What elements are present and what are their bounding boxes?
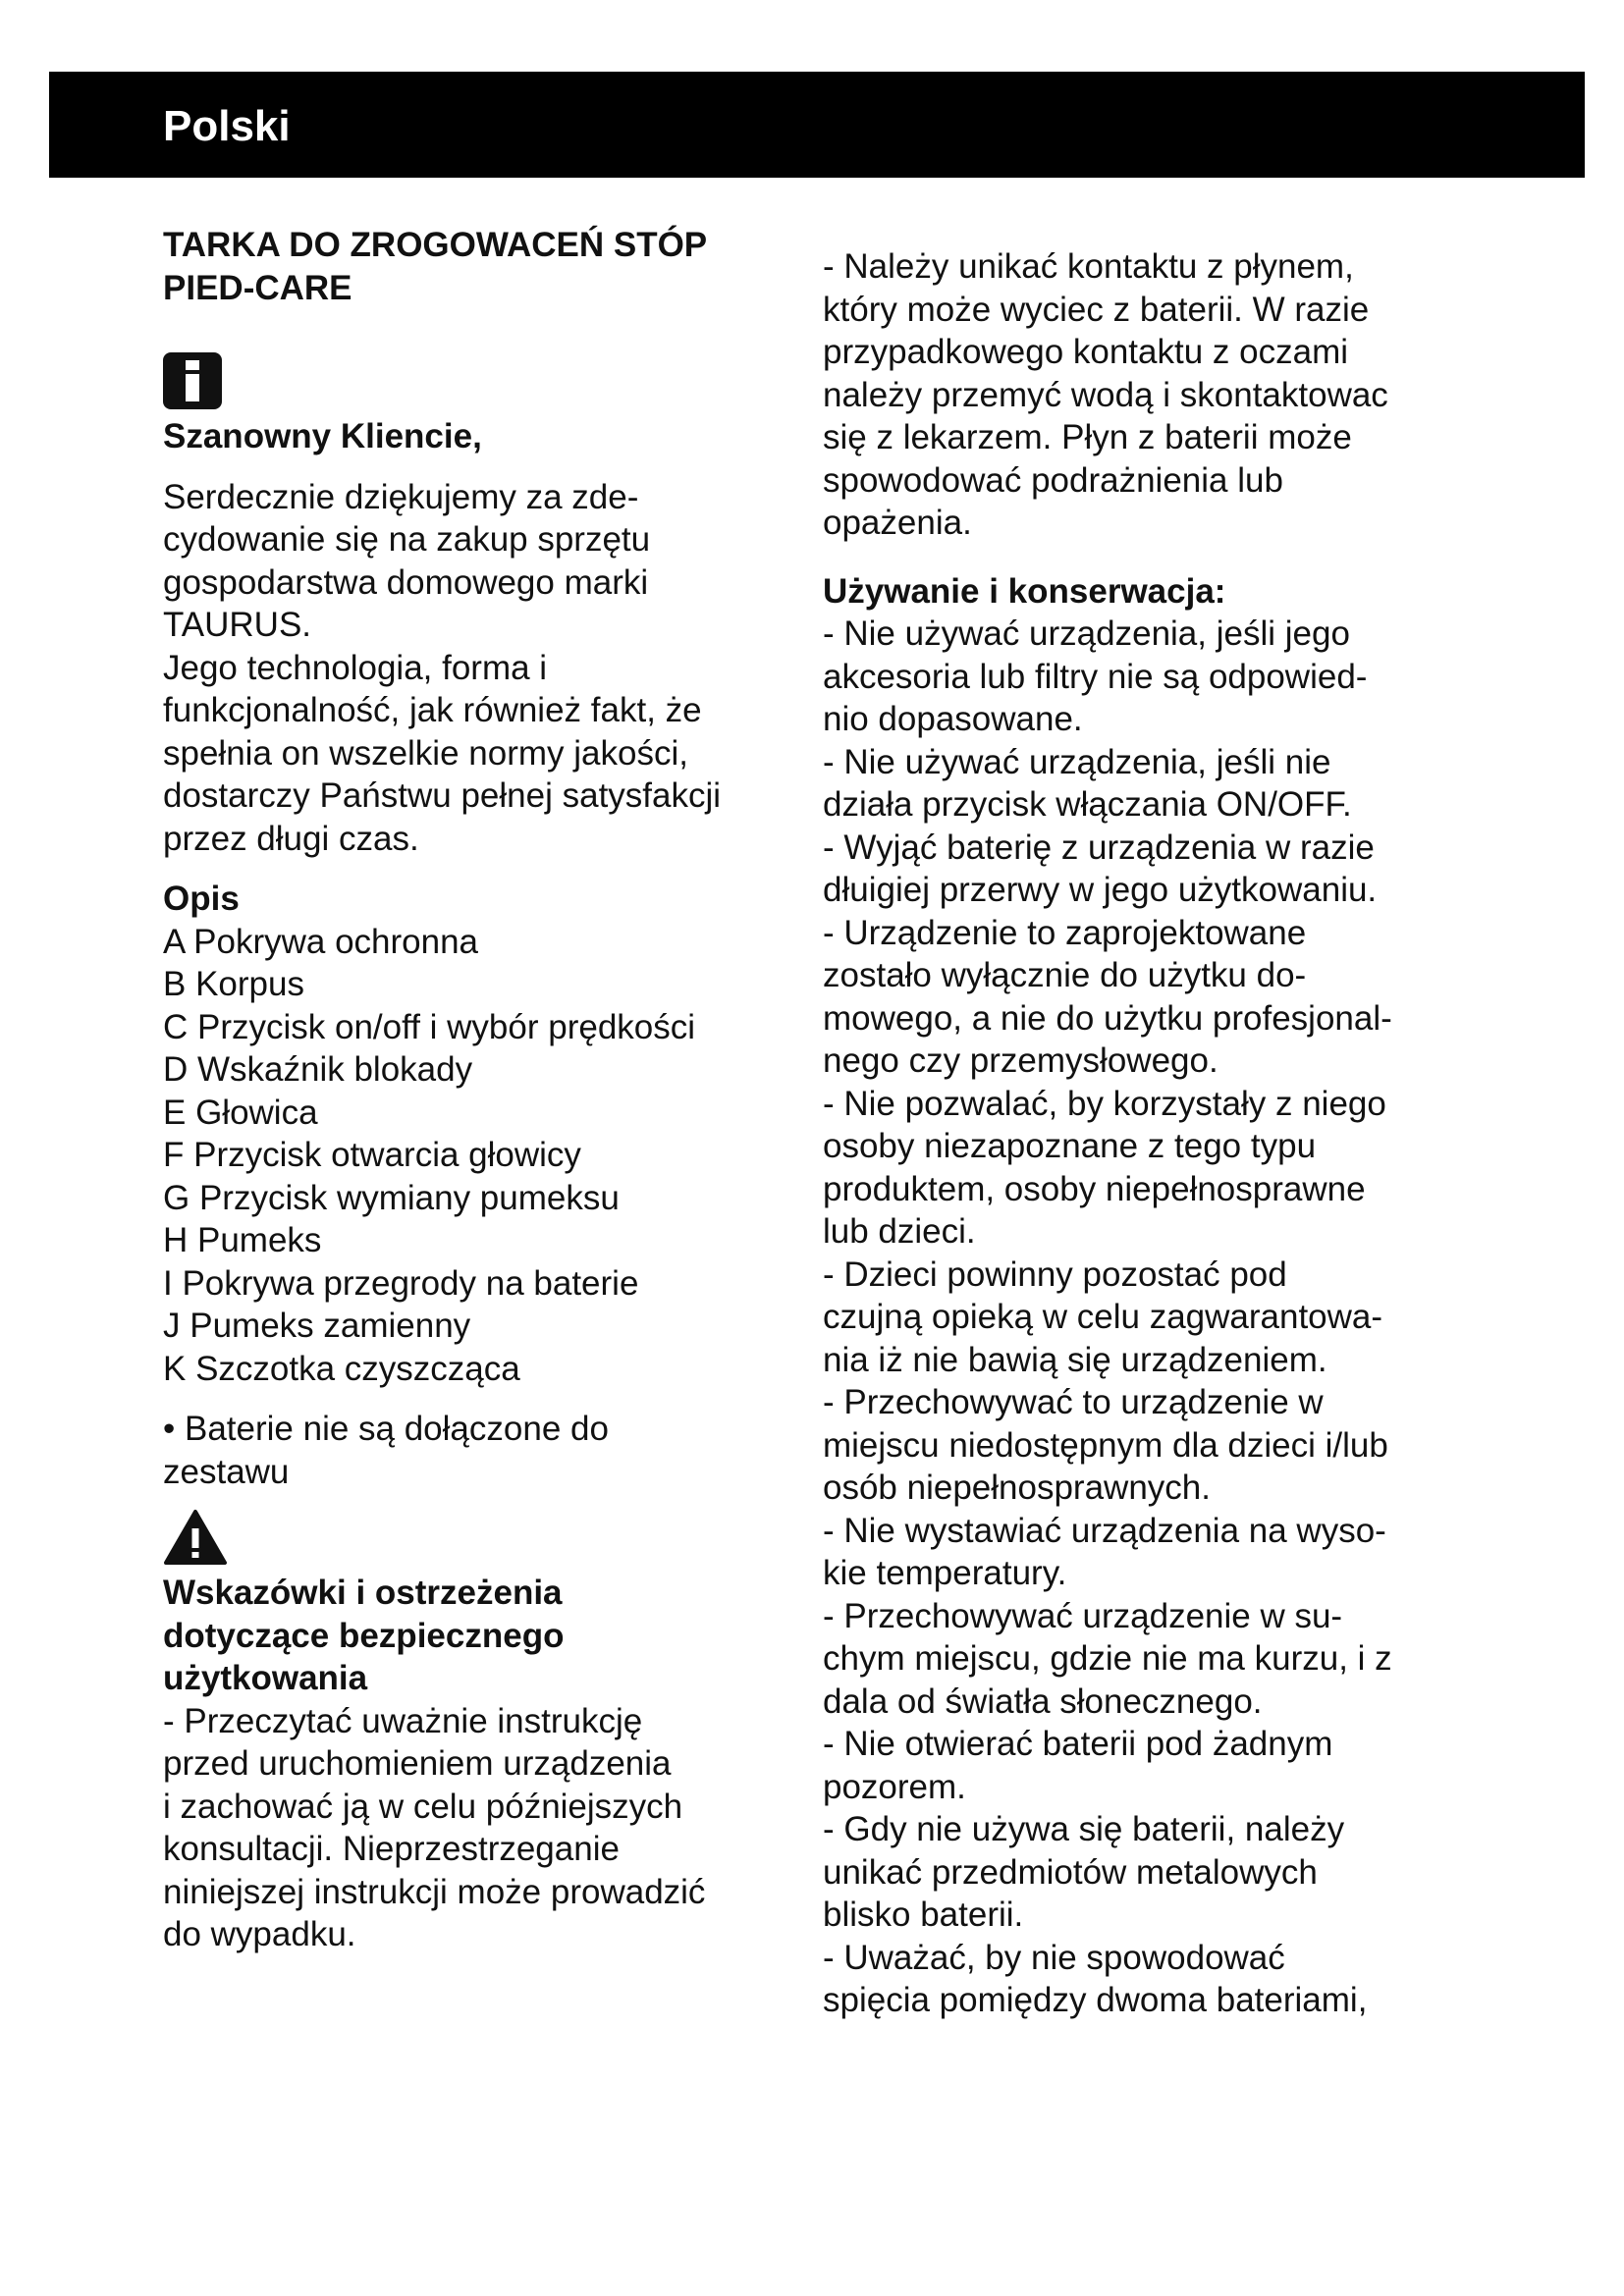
usage-line: działa przycisk włączania ON/OFF. (823, 785, 1352, 824)
usage-line: - Wyjąć baterię z urządzenia w razie (823, 828, 1375, 867)
intro-line: gospodarstwa domowego marki (163, 562, 649, 602)
usage-text (823, 613, 1451, 2022)
usage-line: osób niepełnosprawnych. (823, 1468, 1211, 1507)
language-banner (49, 72, 1585, 178)
product-title-line: TARKA DO ZROGOWACEŃ STÓP (163, 226, 708, 264)
product-title (163, 224, 772, 309)
battery-note-line: • Baterie nie są dołączone do (163, 1410, 609, 1448)
usage-line: - Urządzenie to zaprojektowane (823, 913, 1307, 952)
intro-line: dostarczy Państwu pełnej satysfakcji (163, 776, 722, 815)
intro-line: funkcjonalność, jak również fakt, że (163, 691, 702, 729)
usage-line: mowego, a nie do użytku profesjonal- (823, 998, 1392, 1038)
battery-warning (823, 245, 1451, 545)
safety-line: konsultacji. Nieprzestrzeganie (163, 1830, 620, 1868)
usage-line: - Nie otwierać baterii pod żadnym (823, 1725, 1333, 1763)
battery-warning-line: należy przemyć wodą i skontaktowac (823, 375, 1388, 414)
usage-heading: Używanie i konserwacja: (823, 571, 1226, 611)
usage-line: - Uważać, by nie spowodować (823, 1938, 1285, 1977)
usage-line: dala od światła słonecznego. (823, 1682, 1263, 1721)
battery-warning-line: spowodować podrażnienia lub (823, 460, 1283, 500)
safety-line: - Przeczytać uważnie instrukcję (163, 1701, 643, 1740)
usage-line: produktem, osoby niepełnosprawne (823, 1169, 1366, 1208)
description-heading: Opis (163, 880, 240, 918)
intro-line: cydowanie się na zakup sprzętu (163, 520, 651, 559)
safety-line: przed uruchomieniem urządzenia (163, 1744, 672, 1783)
usage-line: akcesoria lub filtry nie są odpowied- (823, 657, 1368, 696)
usage-line: - Nie używać urządzenia, jeśli nie (823, 742, 1331, 781)
list-item: K Szczotka czyszcząca (163, 1349, 520, 1388)
usage-line: - Przechowywać urządzenie w su- (823, 1596, 1343, 1635)
right-column (823, 245, 1451, 2022)
usage-line: kie temperatury. (823, 1554, 1067, 1592)
battery-warning-line: opażenia. (823, 504, 972, 542)
usage-line: blisko baterii. (823, 1896, 1024, 1934)
battery-note-line: zestawu (163, 1452, 290, 1491)
battery-warning-line: - Należy unikać kontaktu z płynem, (823, 247, 1354, 286)
battery-warning-line: przypadkowego kontaktu z oczami (823, 333, 1348, 371)
product-title-line: PIED-CARE (163, 268, 352, 307)
usage-line: nego czy przemysłowego. (823, 1041, 1218, 1080)
list-item: I Pokrywa przegrody na baterie (163, 1263, 639, 1303)
safety-heading-line: użytkowania (163, 1659, 368, 1697)
list-item: A Pokrywa ochronna (163, 922, 479, 961)
safety-heading-line: Wskazówki i ostrzeżenia (163, 1574, 563, 1612)
usage-line: osoby niezapoznane z tego typu (823, 1127, 1317, 1165)
usage-line: spięcia pomiędzy dwoma bateriami, (823, 1981, 1368, 2019)
intro-line: TAURUS. (163, 606, 312, 644)
battery-warning-line: który może wyciec z baterii. W razie (823, 290, 1370, 329)
intro-line: Jego technologia, forma i (163, 648, 548, 687)
list-item: B Korpus (163, 965, 304, 1003)
safety-line: i zachować ją w celu późniejszych (163, 1787, 683, 1826)
usage-line: unikać przedmiotów metalowych (823, 1852, 1318, 1892)
usage-line: chym miejscu, gdzie nie ma kurzu, i z (823, 1639, 1392, 1678)
safety-line: niniejszej instrukcji może prowadzić (163, 1872, 706, 1911)
usage-line: czujną opieką w celu zagwarantowa- (823, 1298, 1383, 1336)
safety-heading-line: dotyczące bezpiecznego (163, 1616, 565, 1655)
usage-line: - Nie używać urządzenia, jeśli jego (823, 614, 1350, 653)
greeting: Szanowny Kliencie, (163, 417, 482, 455)
list-item: G Przycisk wymiany pumeksu (163, 1178, 620, 1217)
usage-line: lub dzieci. (823, 1212, 976, 1251)
usage-line: - Dzieci powinny pozostać pod (823, 1255, 1287, 1294)
list-item: F Przycisk otwarcia głowicy (163, 1136, 581, 1174)
safety-text (163, 1700, 772, 1956)
usage-line: - Przechowywać to urządzenie w (823, 1383, 1324, 1421)
intro-paragraph (163, 476, 772, 861)
usage-line: - Nie pozwalać, by korzystały z niego (823, 1084, 1386, 1123)
usage-line: nio dopasowane. (823, 700, 1083, 738)
intro-line: spełnia on wszelkie normy jakości, (163, 733, 688, 773)
usage-line: nia iż nie bawią się urządzeniem. (823, 1340, 1327, 1379)
info-icon (163, 352, 222, 409)
description-list (163, 921, 772, 1391)
usage-line: pozorem. (823, 1767, 966, 1806)
list-item: E Głowica (163, 1093, 318, 1132)
safety-line: do wypadku. (163, 1915, 356, 1953)
warning-icon (163, 1509, 228, 1566)
battery-warning-line: się z lekarzem. Płyn z baterii może (823, 418, 1352, 456)
usage-line: zostało wyłącznie do użytku do- (823, 956, 1307, 994)
left-column (163, 224, 772, 1956)
usage-line: - Nie wystawiać urządzenia na wyso- (823, 1511, 1386, 1550)
list-item: J Pumeks zamienny (163, 1307, 471, 1345)
list-item: D Wskaźnik blokady (163, 1050, 473, 1089)
safety-heading (163, 1572, 772, 1700)
intro-line: Serdecznie dziękujemy za zde- (163, 477, 639, 516)
battery-note (163, 1408, 772, 1493)
intro-line: przez długi czas. (163, 819, 419, 858)
list-item: C Przycisk on/off i wybór prędkości (163, 1007, 696, 1046)
list-item: H Pumeks (163, 1221, 322, 1259)
usage-line: - Gdy nie używa się baterii, należy (823, 1810, 1345, 1848)
usage-line: miejscu niedostępnym dla dzieci i/lub (823, 1425, 1388, 1465)
usage-line: dłuigiej przerwy w jego użytkowaniu. (823, 871, 1378, 909)
language-title: Polski (163, 102, 291, 150)
